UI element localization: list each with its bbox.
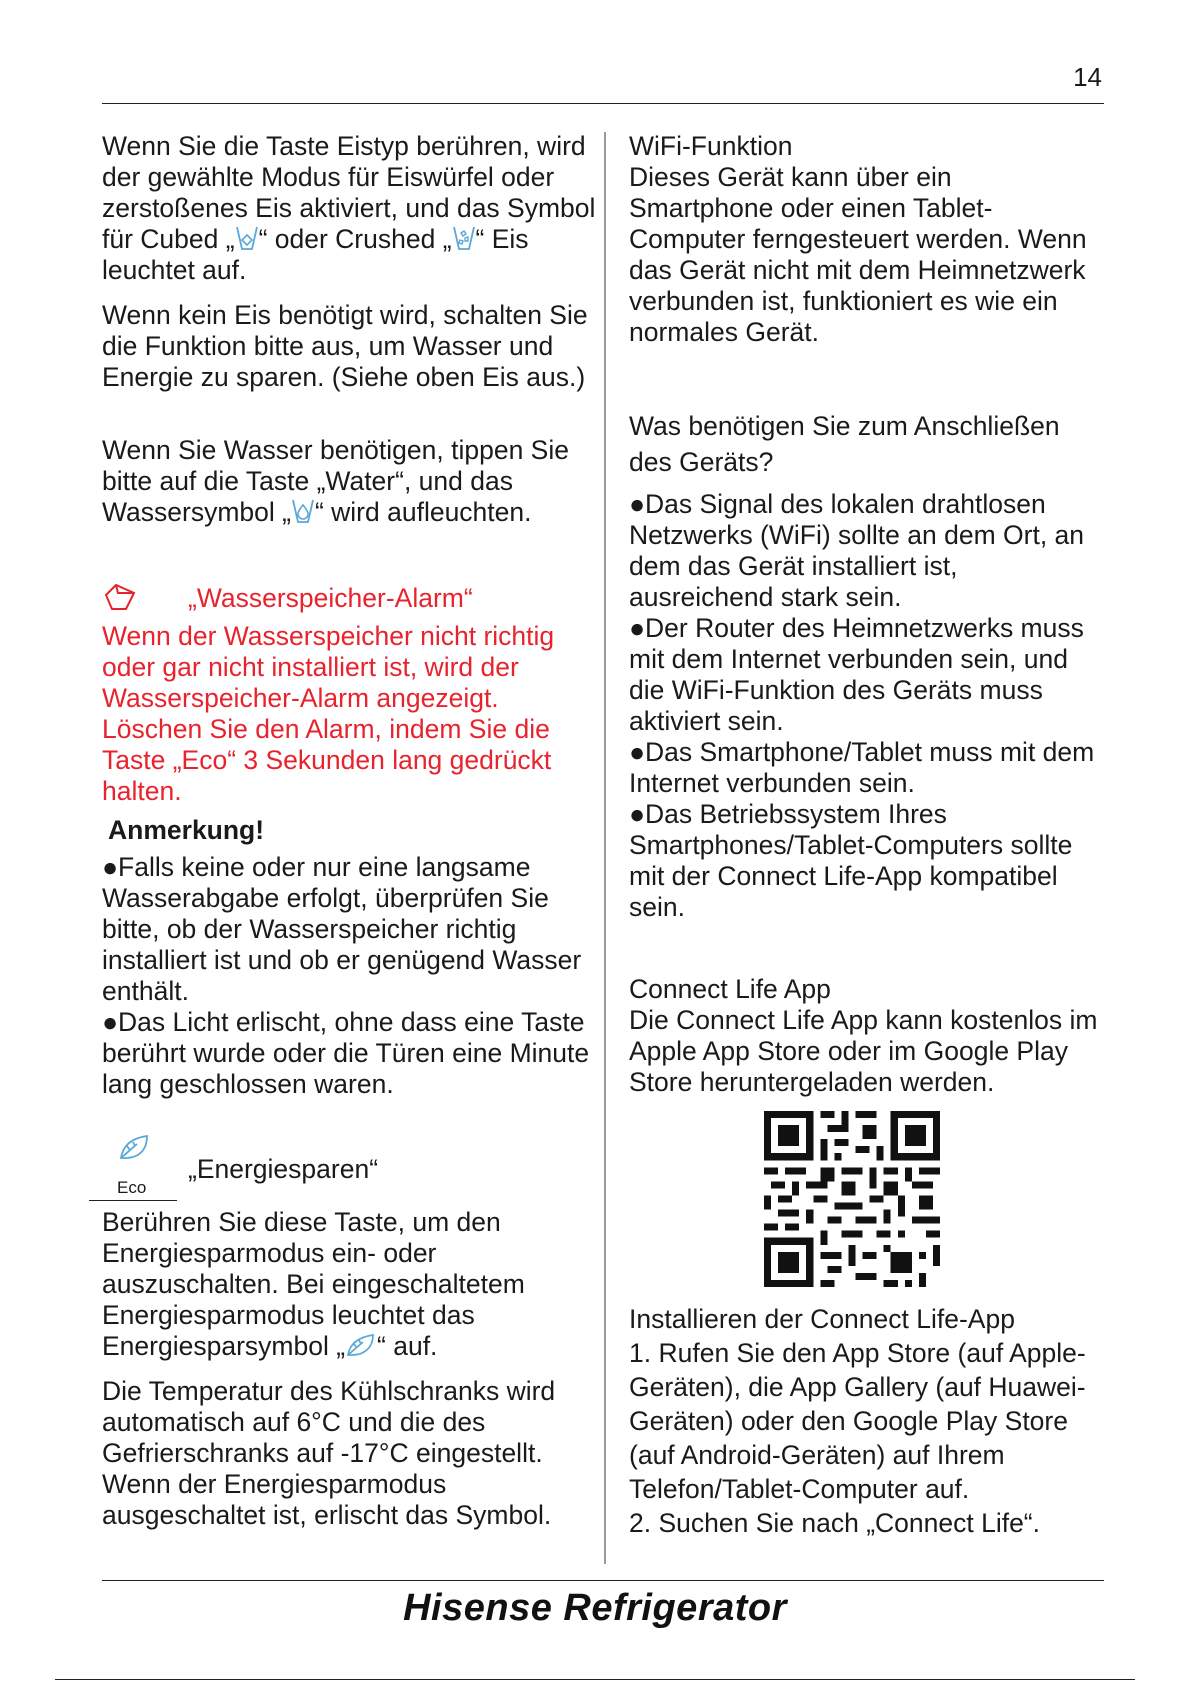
header-rule [102,103,1104,104]
list-item: ●Falls keine oder nur eine langsame Wasserabgabe erfolgt, überprüfen Sie bitte, ob der Wasserspeicher richtig installiert ist und ob er genügend Wasser enthält. [102,852,582,1006]
eco-underline [89,1200,177,1201]
water-drop-icon [291,497,315,525]
crushed-ice-icon [452,224,476,252]
ice-off-paragraph: Wenn kein Eis benötigt wird, schalten Sie die Funktion bitte aus, um Wasser und Energie zu sparen. (Siehe oben Eis aus.) [102,300,588,392]
list-item: ●Das Licht erlischt, ohne dass eine Taste berührt wurde oder die Türen eine Minute lang geschlossen waren. [102,1007,590,1099]
bottom-rule [55,1679,1135,1680]
note-list [102,852,597,1100]
requirements-list [629,489,1099,923]
qr-code [764,1111,940,1287]
eco-leaf-icon [117,1132,151,1162]
list-item: ●Das Signal des lokalen drahtlosen Netzwerks (WiFi) sollte an dem Ort, an dem das Gerät installiert ist, ausreichend stark sein. [629,489,1085,612]
ice-type-paragraph: Wenn Sie die Taste Eistyp berühren, wird der gewählte Modus für Eiswürfel oder zerstoßenes Eis aktiviert, und das Symbol für Cubed „ “ oder Crushed „ “ Eis leuchtet auf. [102,131,596,285]
eco-title: „Energiesparen“ [188,1154,379,1184]
requirements-heading: Was benötigen Sie zum Anschließen des Geräts? [629,411,1060,477]
list-item: ●Das Betriebssystem Ihres Smartphones/Tablet-Computers sollte mit der Connect Life-App kompatibel sein. [629,799,1073,922]
eco-paragraph: Berühren Sie diese Taste, um den Energiesparmodus ein- oder auszuschalten. Bei eingeschaltetem Energiesparmodus leuchtet das Energiesparsymbol „ “ auf. [102,1207,525,1361]
list-item: ●Der Router des Heimnetzwerks muss mit dem Internet verbunden sein, und die WiFi-Funktion des Geräts muss aktiviert sein. [629,613,1084,736]
water-paragraph: Wenn Sie Wasser benötigen, tippen Sie bitte auf die Taste „Water“, und das Wassersymbol „ “ wird aufleuchten. [102,435,569,527]
column-divider [604,132,606,1564]
energy-saving-icon [345,1331,377,1359]
list-item: ●Das Smartphone/Tablet muss mit dem Internet verbunden sein. [629,737,1095,798]
cubed-ice-icon [235,224,259,252]
temperature-paragraph: Die Temperatur des Kühlschranks wird automatisch auf 6°C und die des Gefrierschranks auf -17°C eingestellt. Wenn der Energiesparmodus ausgeschaltet ist, erlischt das Symbol. [102,1376,556,1530]
connect-life-app-section: Connect Life App Die Connect Life App kann kostenlos im Apple App Store oder im Google Play Store heruntergeladen werden. [629,974,1098,1097]
page-number: 14 [1073,62,1102,92]
water-tank-alarm-icon [102,581,138,613]
wifi-section: WiFi-Funktion Dieses Gerät kann über ein Smartphone oder einen Tablet-Computer ferngesteuert werden. Wenn das Gerät nicht mit dem Heimnetzwerk verbunden ist, funktioniert es wie ein normales Gerät. [629,131,1087,347]
alarm-description: Wenn der Wasserspeicher nicht richtig oder gar nicht installiert ist, wird der Wasserspeicher-Alarm angezeigt. Löschen Sie den Alarm, indem Sie die Taste „Eco“ 3 Sekunden lang gedrückt halten. [102,621,555,806]
eco-label: Eco [117,1178,147,1197]
alarm-title: „Wasserspeicher-Alarm“ [188,583,473,613]
footer-rule [102,1580,1104,1581]
note-heading: Anmerkung! [108,815,265,845]
install-instructions: Installieren der Connect Life-App 1. Rufen Sie den App Store (auf Apple-Geräten), die App Gallery (auf Huawei-Geräten) oder den Google Play Store (auf Android-Geräten) auf Ihrem Telefon/Tablet-Computer auf. 2. Suchen Sie nach „Connect Life“. [629,1304,1086,1538]
footer-title: Hisense Refrigerator [403,1587,787,1629]
